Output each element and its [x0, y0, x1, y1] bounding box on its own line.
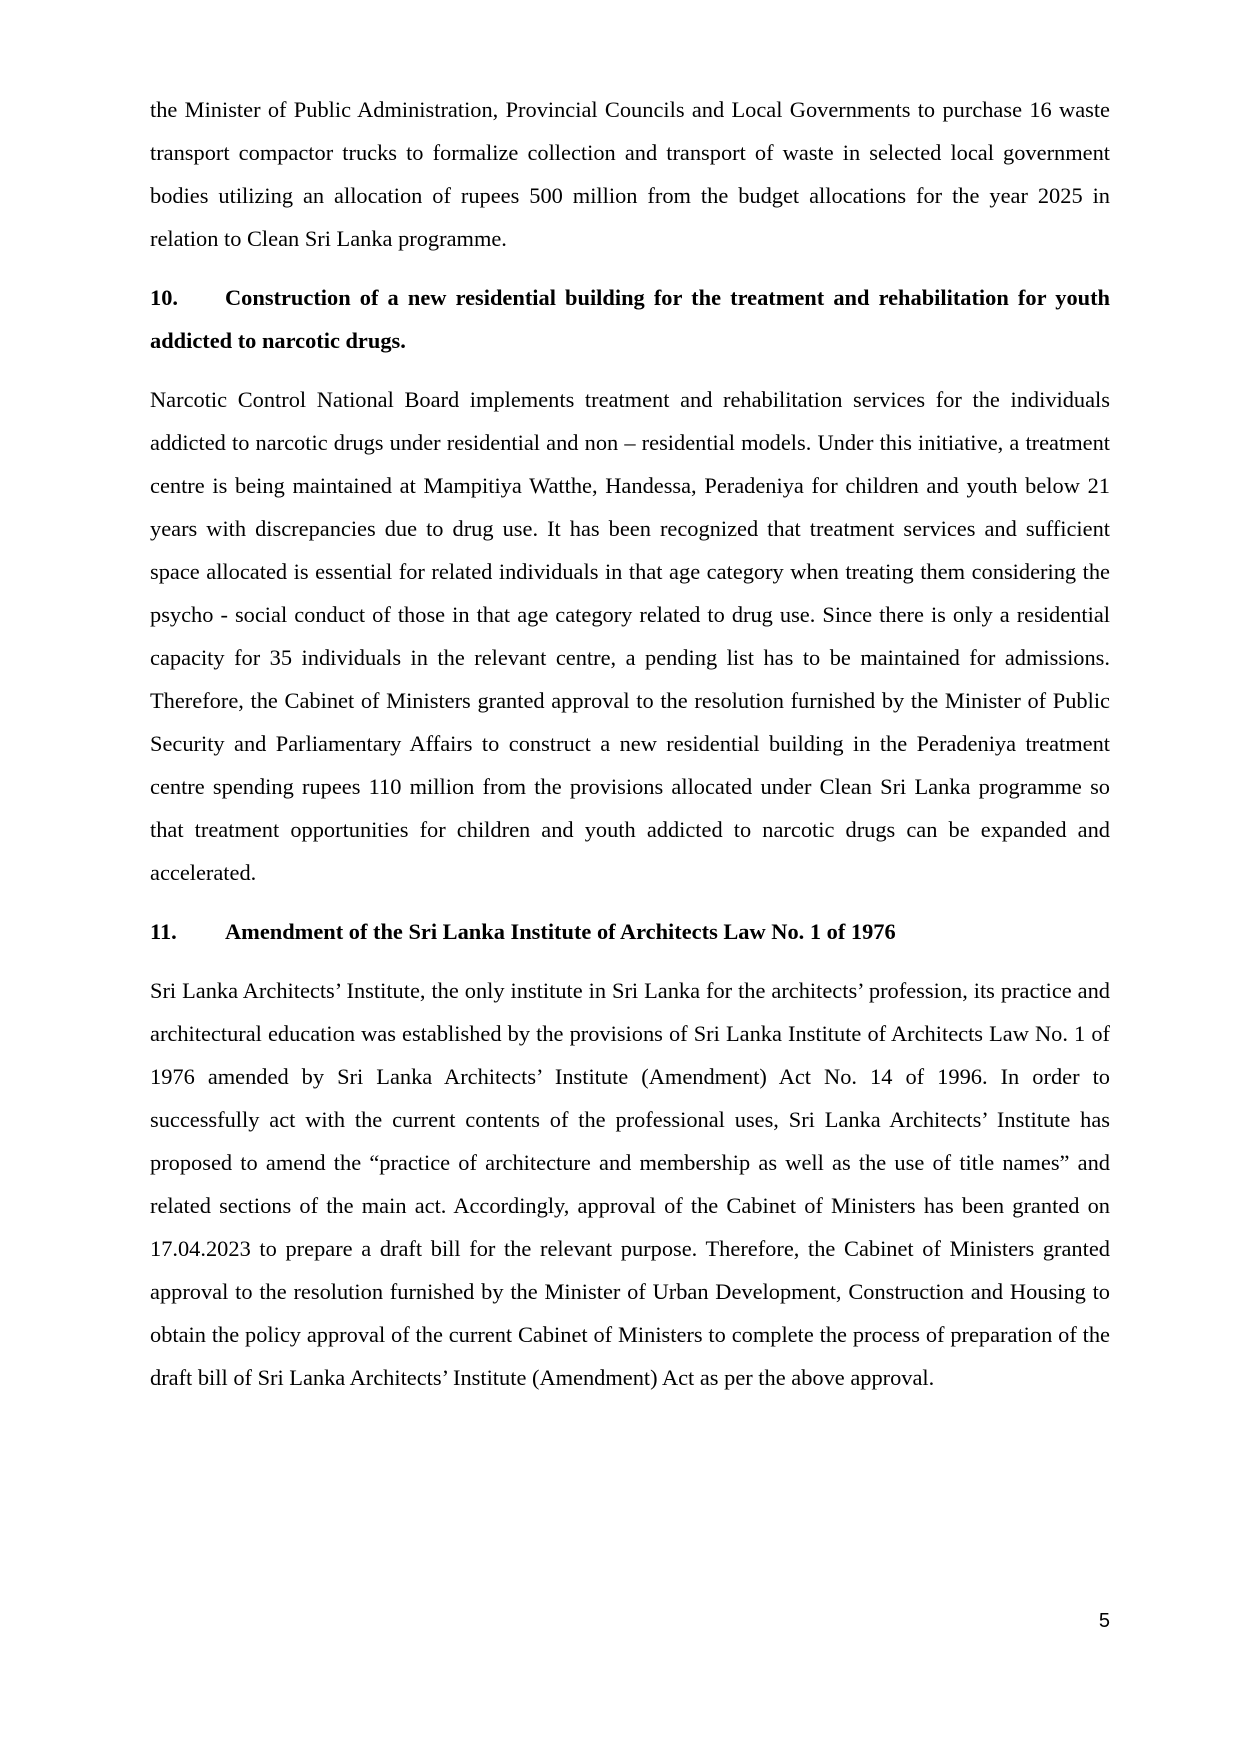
section-number: 10. — [150, 285, 178, 310]
section-body-11: Sri Lanka Architects’ Institute, the only institute in Sri Lanka for the architects’ profession, its practice and architectural education was established by the provisions of Sri Lanka Institute of Architects Law No. 1 of 1976 amended by Sri Lanka Architects’ Institute (Amendment) Act No. 14 of 1996. In order to successfully act with the current contents of the professional uses, Sri Lanka Architects’ Institute has proposed to amend the “practice of architecture and membership as well as the use of title names” and related sections of the main act. Accordingly, approval of the Cabinet of Ministers has been granted on 17.04.2023 to prepare a draft bill for the relevant purpose. Therefore, the Cabinet of Ministers granted approval to the resolution furnished by the Minister of Urban Development, Construction and Housing to obtain the policy approval of the current Cabinet of Ministers to complete the process of preparation of the draft bill of Sri Lanka Architects’ Institute (Amendment) Act as per the above approval. — [150, 978, 1110, 1390]
section-title: Construction of a new residential building for the treatment and rehabilitation for youth addicted to narcotic drugs. — [150, 285, 1110, 353]
intro-paragraph: the Minister of Public Administration, Provincial Councils and Local Governments to purchase 16 waste transport compactor trucks to formalize collection and transport of waste in selected local government bodies utilizing an allocation of rupees 500 million from the budget allocations for the year 2025 in relation to Clean Sri Lanka programme. — [150, 97, 1110, 251]
page-number: 5 — [1098, 1610, 1110, 1632]
section-title: Amendment of the Sri Lanka Institute of Architects Law No. 1 of 1976 — [225, 919, 896, 944]
section-number: 11. — [150, 919, 177, 944]
document-page — [150, 88, 1110, 1415]
section-heading-10 — [150, 276, 1110, 362]
section-heading-11 — [150, 910, 1110, 953]
section-body-10: Narcotic Control National Board implements treatment and rehabilitation services for the individuals addicted to narcotic drugs under residential and non – residential models. Under this initiative, a treatment centre is being maintained at Mampitiya Watthe, Handessa, Peradeniya for children and youth below 21 years with discrepancies due to drug use. It has been recognized that treatment services and sufficient space allocated is essential for related individuals in that age category when treating them considering the psycho - social conduct of those in that age category related to drug use. Since there is only a residential capacity for 35 individuals in the relevant centre, a pending list has to be maintained for admissions. Therefore, the Cabinet of Ministers granted approval to the resolution furnished by the Minister of Public Security and Parliamentary Affairs to construct a new residential building in the Peradeniya treatment centre spending rupees 110 million from the provisions allocated under Clean Sri Lanka programme so that treatment opportunities for children and youth addicted to narcotic drugs can be expanded and accelerated. — [150, 387, 1110, 885]
